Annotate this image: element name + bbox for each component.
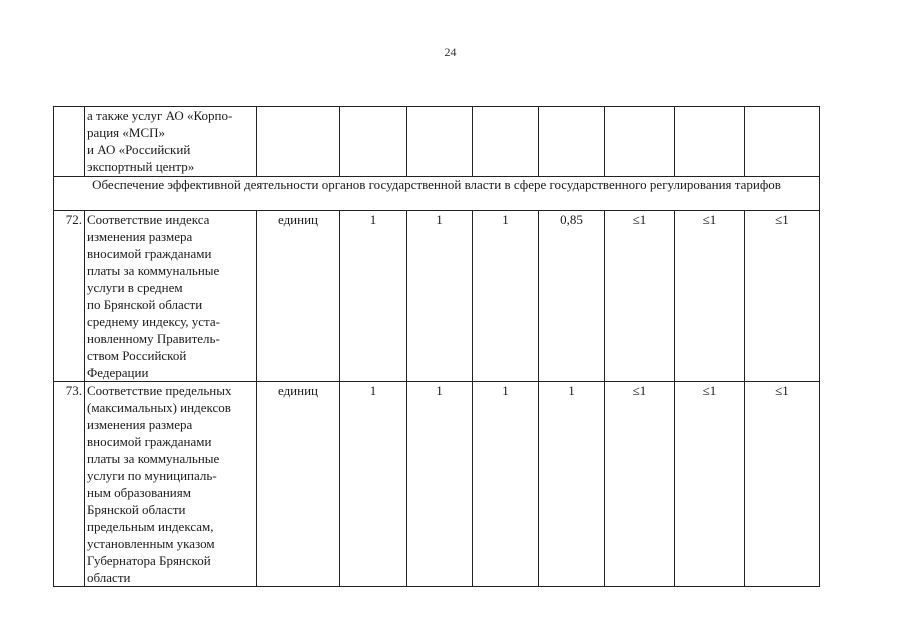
value-cell: ≤1 <box>605 211 675 382</box>
value-cell: 1 <box>340 211 407 382</box>
table-row <box>54 107 820 177</box>
value-cell: 1 <box>340 382 407 587</box>
value-cell <box>407 107 473 177</box>
row-number <box>54 107 85 177</box>
value-cell: 1 <box>407 211 473 382</box>
value-cell: ≤1 <box>675 382 745 587</box>
value-cell: 1 <box>473 211 539 382</box>
value-cell <box>675 107 745 177</box>
value-cell <box>473 107 539 177</box>
value-cell: 1 <box>539 382 605 587</box>
section-title: Обеспечение эффективной деятельности органов государственной власти в сфере государственного регулирования тарифов <box>54 177 820 211</box>
value-cell: 1 <box>473 382 539 587</box>
value-cell: ≤1 <box>745 211 820 382</box>
indicators-table <box>53 106 820 587</box>
indicator-name: Соответствие индекса изменения размера вносимой гражданами платы за коммунальные услуги в среднем по Брянской области среднему индексу, уста- новленному Правитель- ством Российской Федерации <box>85 211 257 382</box>
value-cell <box>745 107 820 177</box>
value-cell: 1 <box>407 382 473 587</box>
value-cell <box>340 107 407 177</box>
value-cell <box>605 107 675 177</box>
row-number: 73. <box>54 382 85 587</box>
unit-cell: единиц <box>257 382 340 587</box>
value-cell: ≤1 <box>745 382 820 587</box>
row-number: 72. <box>54 211 85 382</box>
page-number: 24 <box>444 45 457 59</box>
unit-cell: единиц <box>257 211 340 382</box>
value-cell: ≤1 <box>675 211 745 382</box>
indicator-name: Соответствие предельных (максимальных) индексов изменения размера вносимой гражданами платы за коммунальные услуги по муниципаль- ным образованиям Брянской области предельным индексам, установленным указом Губернатора Брянской области <box>85 382 257 587</box>
section-row <box>54 177 820 211</box>
table-row <box>54 382 820 587</box>
value-cell: ≤1 <box>605 382 675 587</box>
value-cell <box>539 107 605 177</box>
table-row <box>54 211 820 382</box>
unit-cell <box>257 107 340 177</box>
value-cell: 0,85 <box>539 211 605 382</box>
indicator-name: а также услуг АО «Корпо- рация «МСП» и АО «Российский экспортный центр» <box>85 107 257 177</box>
